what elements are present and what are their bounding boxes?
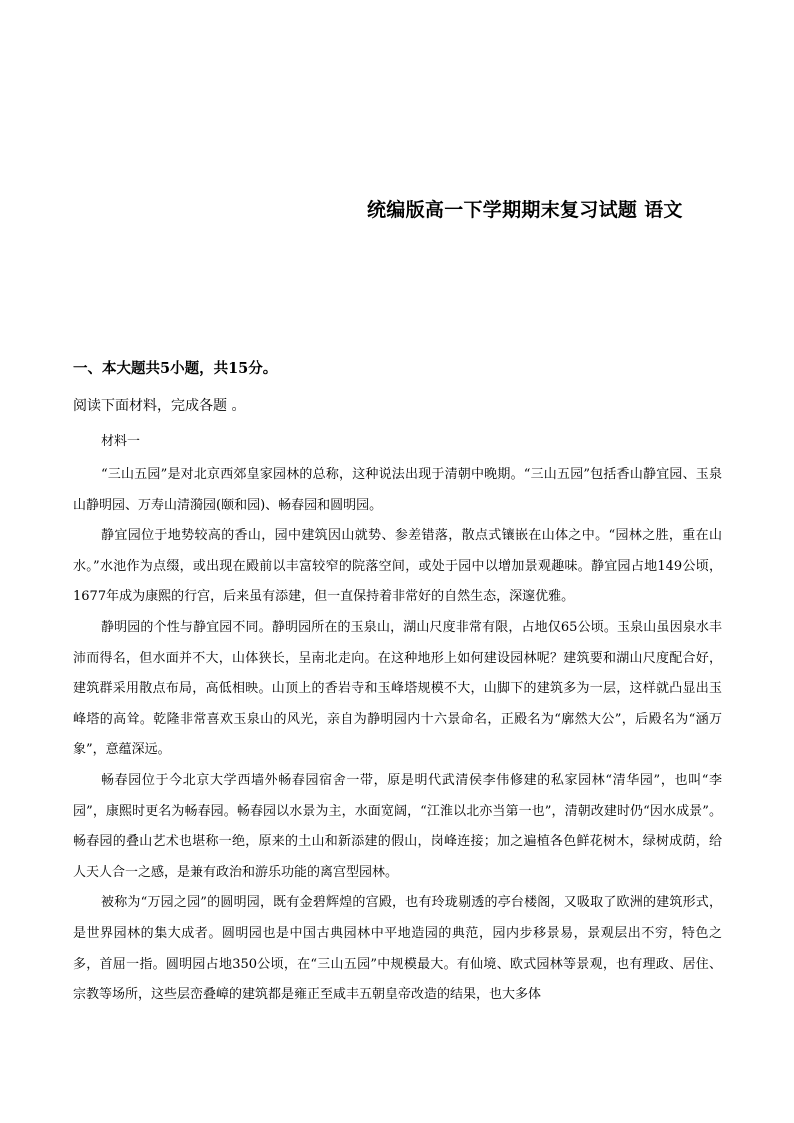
paragraph-yuanming-garden: 被称为“万园之园”的圆明园，既有金碧辉煌的宫殿，也有玲珑剔透的亭台楼阁，又吸取了欧洲的建筑形式，是世界园林的集大成者。圆明园也是中国古典园林中平地造园的典范，园内步移景易，景观层出不穷，特色之多，首屈一指。圆明园占地350公顷，在“三山五园”中规模最大。有仙境、欧式园林等景观，也有理政、居住、宗教等场所，这些层峦叠嶂的建筑都是雍正至咸丰五朝皇帝改造的结果，也大多体 <box>73 895 722 1003</box>
paragraph-jingming-garden: 静明园的个性与静宜园不同。静明园所在的玉泉山，湖山尺度非常有限，占地仅65公顷。玉泉山虽因泉水丰沛而得名，但水面并不大，山体狭长，呈南北走向。在这种地形上如何建设园林呢？建筑要和湖山尺度配合好，建筑群采用散点布局，高低相映。山顶上的香岩寺和玉峰塔规模不大，山脚下的建筑多为一层，这样就凸显出玉峰塔的高耸。乾隆非常喜欢玉泉山的风光，亲自为静明园内十六景命名，正殿名为“廓然大公”，后殿名为“涵万象”，意蕴深远。 <box>73 619 722 758</box>
section-heading: 一、本大题共5小题，共15分。 <box>73 360 278 377</box>
material-label: 材料一 <box>101 434 141 449</box>
material-body <box>73 460 722 1011</box>
paragraph-jingyi-garden: 静宜园位于地势较高的香山，园中建筑因山就势、参差错落，散点式镶嵌在山体之中。“园林之胜，重在山水。”水池作为点缀，或出现在殿前以丰富较窄的院落空间，或处于园中以增加景观趣味。静宜园占地149公顷，1677年成为康熙的行宫，后来虽有添建，但一直保持着非常好的自然生态，深邃优雅。 <box>73 528 722 605</box>
paragraph-changchun-garden: 畅春园位于今北京大学西墙外畅春园宿舍一带，原是明代武清侯李伟修建的私家园林“清华园”，也叫“李园”，康熙时更名为畅春园。畅春园以水景为主，水面宽阔，“江淮以北亦当第一也”，清朝改建时仍“因水成景”。畅春园的叠山艺术也堪称一绝，原来的土山和新添建的假山，岗峰连接；加之遍植各色鲜花树木，绿树成荫，给人天人合一之感，是兼有政治和游乐功能的离宫型园林。 <box>73 772 722 880</box>
document-title: 统编版高一下学期期末复习试题 语文 <box>367 199 683 221</box>
reading-instruction: 阅读下面材料，完成各题 。 <box>73 398 246 414</box>
paragraph-sanshan-wuyuan: “三山五园”是对北京西郊皇家园林的总称，这种说法出现于清朝中晚期。“三山五园”包括香山静宜园、玉泉山静明园、万寿山清漪园(颐和园)、畅春园和圆明园。 <box>73 467 722 513</box>
